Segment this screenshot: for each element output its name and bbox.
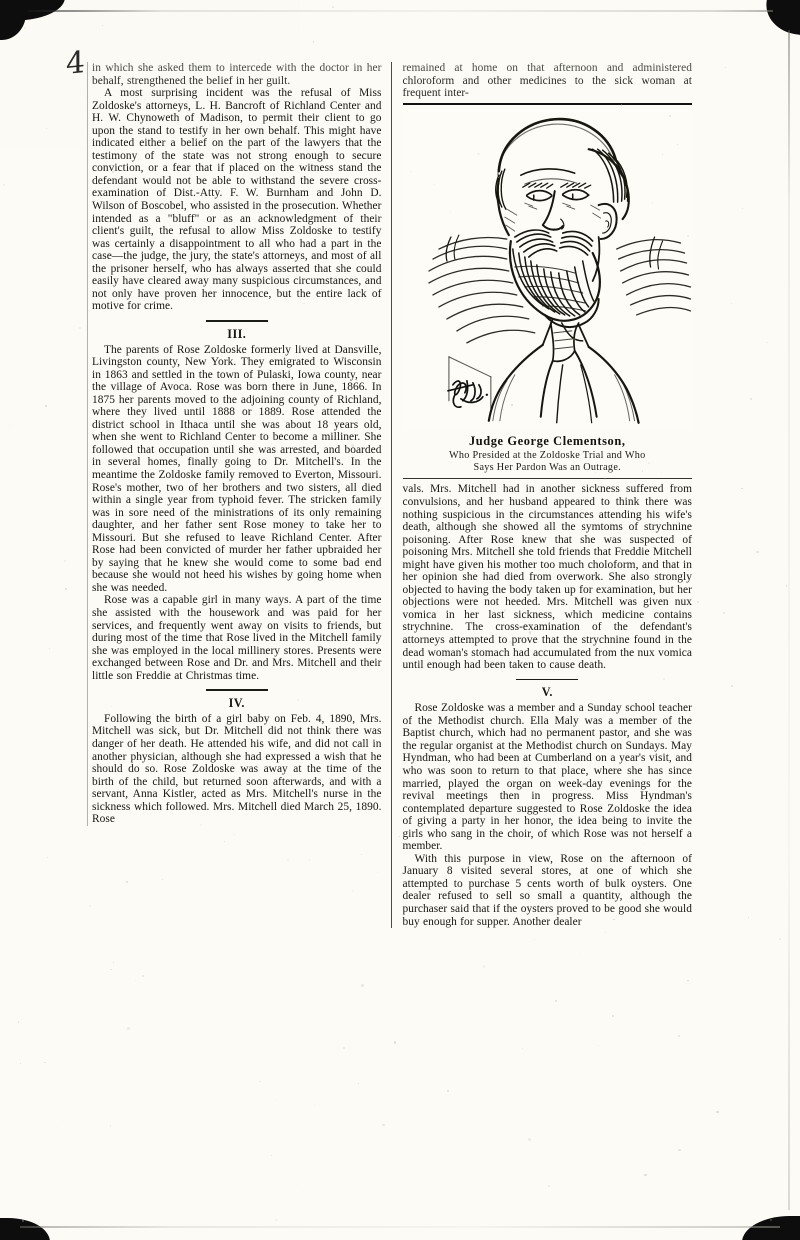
caption-line-one: Who Presided at the Zoldoske Trial and Who	[448, 450, 646, 462]
two-column-layout	[92, 62, 692, 928]
caption-line-two: Says Her Pardon Was an Outrage.	[473, 461, 621, 473]
portrait-caption-name: Judge George Clementson,	[468, 434, 626, 449]
paragraph-strychnine-evidence: vals. Mrs. Mitchell had in another sickness suffered from convulsions, and her husband appeared to think there was nothing suspicious in the circumstances attending his wife's death, although she showed all the symtoms of strychnine poisoning. After Rose knew that she was suspected of poisoning Mrs. Mitchell she told friends that Freddie Mitchell might have given his mother too much choloform, and that in her opinion she had died from overwork. She also strongly objected to having the body taken up for examination, but her objections were not heeded. Mrs. Mitchell was given nux vomica in her last sickness, which medicine contains strychnine. The cross-examination of the defendant's attorneys attempted to prove that the strychnine found in the dead woman's stomach had accumulated from the nux vomica until enough had been taken to cause death.	[402, 483, 692, 672]
portrait-top-rule	[403, 103, 693, 106]
section-heading-five: V.	[541, 685, 553, 700]
section-heading-four: IV.	[228, 695, 245, 710]
section-divider-rule-three	[516, 679, 578, 681]
portrait-caption-subtitle	[403, 450, 693, 473]
page-edge-right	[788, 30, 790, 1210]
page-edge-top	[28, 10, 773, 12]
paragraph-family-history: The parents of Rose Zoldoske formerly lived at Dansville, Livingston county, New York. They emigrated to Wisconsin in 1863 and settled in the town of Pulaski, Iowa county, near the village of Avoca. Rose was born there in June, 1866. In 1875 her parents moved to the adjoining county of Richland, where they lived until 1888 or 1889. Rose attended the district school in Ithaca until she was about 18 years old, when she went to Richland Center to become a milliner. She followed that occupation until she was arrested, and boarded in several homes, finally going to Dr. Mitchell's. In the meantime the Zoldoske family removed to Everton, Missouri. Rose's mother, two of her brothers and two sisters, all died within a single year from typhoid fever. The stricken family was in sore need of the ministrations of its only remaining daughter, and her father sent Rose money to take her to Missouri. But she refused to leave Richland Center. After Rose had been convicted of murder her father upbraided her by saying that he knew she would come to some bad end because she would not heed his wishes by going home when she was needed.	[92, 343, 382, 594]
paragraph-rose-capable-girl: Rose was a capable girl in many ways. A part of the time she assisted with the housework and was paid for her services, and frequently went away on visits to friends, but during most of the time that Rose lived in the Mitchell family she was employed in the local millinery stores. Presents were exchanged between Rose and Dr. and Mrs. Mitchell and their little son Freddie at Christmas time.	[92, 594, 382, 682]
judge-portrait-engraving	[403, 109, 693, 431]
paragraph-church-membership: Rose Zoldoske was a member and a Sunday school teacher of the Methodist church. Ella Maly was a member of the Baptist church, which had no permanent pastor, and she was the regular organist at the Methodist church on Sundays. May Hyndman, who had been at Cumberland on a year's visit, and who was soon to return to that place, where she has since married, played the organ on week-day evenings for the revival meetings then in progress. Miss Hyndman's contemplated departure suggested to Rose Zoldoske the idea of giving a party in her honor, the idea being to invite the girls who sang in the choir, of which Rose was not herself a member.	[402, 702, 692, 853]
section-heading-three: III.	[227, 326, 247, 341]
page-edge-bottom	[20, 1226, 780, 1228]
section-divider-rule-two	[206, 689, 268, 691]
handwritten-page-number: 4	[66, 44, 85, 83]
section-divider-rule	[206, 320, 268, 322]
paragraph-continued-from-previous-page: in which she asked them to intercede with the doctor in her behalf, strengthened the belief in her guilt.	[92, 62, 382, 87]
paragraph-chloroform-continued: remained at home on that afternoon and administered chloroform and other medicines to the sick woman at frequent inter-	[402, 62, 692, 100]
right-column	[391, 62, 693, 928]
newspaper-clipping	[92, 62, 692, 928]
paragraph-attorneys-refusal: A most surprising incident was the refusal of Miss Zoldoske's attorneys, L. H. Bancroft of Richland Center and H. W. Chynoweth of Madison, to permit their client to go upon the stand to testify in her own behalf. This might have indicated either a belief on the part of the lawyers that the testimony of the state was not strong enough to secure conviction, or a fear that if placed on the witness stand the defendant would not be able to withstand the severe cross-examination of Dist.-Atty. F. W. Burnham and John D. Wilson of Boscobel, who assisted in the prosecution. Whether intended as a "bluff" or as an acknowledgment of their client's guilt, the refusal to allow Miss Zoldoske to testify was certainly a disappointment to all who had a part in the case—the judge, the jury, the state's attorneys, and most of all the prisoner herself, who has always asserted that she could easily have cleared away many suspicious circumstances, and not only have proven her innocence, but the entire lack of motive for crime.	[92, 87, 382, 313]
paragraph-mrs-mitchell-illness: Following the birth of a girl baby on Feb. 4, 1890, Mrs. Mitchell was sick, but Dr. Mitchell did not think there was danger of her death. He attended his wife, and did not call in another physician, although she had expressed a wish that he should do so. Rose Zoldoske was away at the time of the birth of the child, but returned soon afterwards, and with a servant, Anna Kistler, acted as Mrs. Mitchell's nurse in the sickness which followed. Mrs. Mitchell died March 25, 1890. Rose	[92, 712, 382, 826]
left-column	[92, 62, 391, 826]
paragraph-oyster-purchase: With this purpose in view, Rose on the afternoon of January 8 visited several stores, at one of which she attempted to purchase 5 cents worth of bulk oysters. One dealer refused to sell so small a quantity, although the purchaser said that if the oysters proved to be good she would buy enough for supper. Another dealer	[402, 852, 692, 928]
portrait-block	[403, 109, 693, 431]
portrait-bottom-rule	[403, 478, 693, 479]
